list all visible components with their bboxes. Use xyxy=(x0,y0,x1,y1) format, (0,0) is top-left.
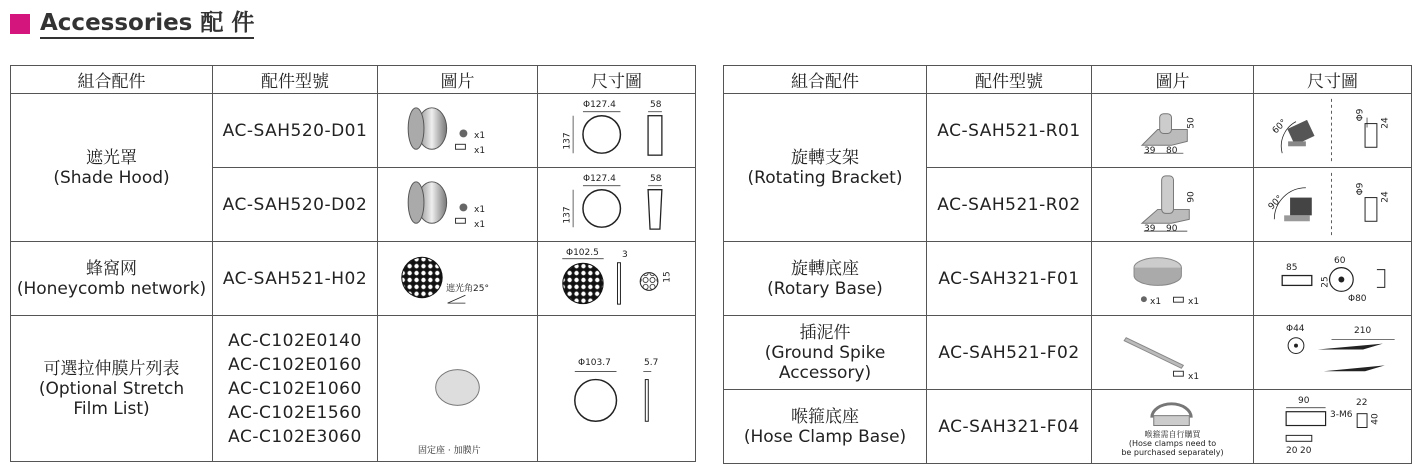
header-picture: 圖片 xyxy=(378,66,538,94)
model-cell: AC-SAH521-R02 xyxy=(927,168,1092,242)
model-item: AC-C102E1060 xyxy=(228,378,362,399)
width-label: 90 xyxy=(1298,396,1310,406)
header-dimension: 尺寸圖 xyxy=(1254,66,1412,94)
shade-hood-picture xyxy=(378,94,537,167)
accessory-name-en: (Shade Hood) xyxy=(53,167,170,188)
top-size-label: 60 xyxy=(1334,256,1346,266)
hose-clamp-note-en-2: be purchased separately) xyxy=(1121,448,1224,457)
section-header xyxy=(10,8,254,40)
accessory-name-en: (Rotating Bracket) xyxy=(747,167,903,188)
angle-label: 90° xyxy=(1266,193,1286,213)
film-note-label: 固定座 · 加膜片 xyxy=(418,446,481,456)
header-model: 配件型號 xyxy=(927,66,1092,94)
honeycomb-picture xyxy=(378,242,537,315)
quantity-label: x1 xyxy=(474,131,486,141)
quantity-label: x1 xyxy=(1188,372,1200,382)
thickness-label: 5.7 xyxy=(644,358,659,368)
height-label: 137 xyxy=(562,132,573,150)
accessory-name-cell xyxy=(724,390,927,464)
dimension-cell xyxy=(1254,94,1412,168)
accessory-name-cell xyxy=(724,316,927,390)
accessory-name-en-line1: (Ground Spike xyxy=(764,342,886,363)
picture-cell xyxy=(378,242,538,316)
spacing-label: 20 xyxy=(1300,446,1312,456)
height-label: 25 xyxy=(1320,276,1331,288)
stretch-film-dimension-drawing xyxy=(538,316,695,461)
accessory-name-cell xyxy=(11,316,213,462)
accessory-name-zh: 喉箍底座 xyxy=(791,406,859,427)
length-label: 80 xyxy=(1166,146,1178,156)
model-cell: AC-SAH520-D02 xyxy=(213,168,378,242)
quantity-label: x1 xyxy=(1188,297,1200,307)
accessory-name-cell xyxy=(724,94,927,242)
stretch-film-picture xyxy=(378,316,537,461)
table-row xyxy=(11,94,696,168)
model-item: AC-C102E0140 xyxy=(228,330,362,351)
picture-cell xyxy=(378,94,538,168)
height-label: 50 xyxy=(1186,117,1197,129)
model-cell: AC-SAH521-F02 xyxy=(927,316,1092,390)
section-marker xyxy=(10,14,30,34)
header-row xyxy=(724,66,1412,94)
height-label: 24 xyxy=(1380,191,1391,203)
cell-size-label: 15 xyxy=(662,271,673,283)
dimension-cell xyxy=(1254,168,1412,242)
dimension-cell xyxy=(538,316,696,462)
model-cell: AC-SAH520-D01 xyxy=(213,94,378,168)
diameter-label: Φ9 xyxy=(1355,108,1366,122)
accessory-name-zh: 插泥件 xyxy=(799,322,851,343)
width-label: 85 xyxy=(1286,263,1298,273)
hose-clamp-note xyxy=(1092,430,1253,457)
quantity-label: x1 xyxy=(474,146,486,156)
ground-spike-dimension-drawing xyxy=(1254,316,1411,389)
picture-cell xyxy=(1092,316,1254,390)
length-label: 90 xyxy=(1166,224,1178,234)
model-cell: AC-SAH321-F01 xyxy=(927,242,1092,316)
table-row xyxy=(724,316,1412,390)
header-picture: 圖片 xyxy=(1092,66,1254,94)
height-label: 24 xyxy=(1380,117,1391,129)
picture-cell xyxy=(1092,94,1254,168)
width-label: 39 xyxy=(1144,146,1156,156)
diameter-label: Φ80 xyxy=(1348,294,1367,304)
picture-cell xyxy=(1092,242,1254,316)
accessory-name-cell xyxy=(11,94,213,242)
shading-angle-label: 遮光角25° xyxy=(446,284,489,294)
picture-cell xyxy=(378,316,538,462)
height-label: 137 xyxy=(562,206,573,224)
accessory-name-zh: 蜂窩网 xyxy=(86,258,137,279)
picture-cell xyxy=(1092,168,1254,242)
table-row xyxy=(724,94,1412,168)
height-label: 90 xyxy=(1186,191,1197,203)
screw-label: 3-M6 xyxy=(1330,410,1353,420)
diameter-label: Φ127.4 xyxy=(583,100,616,110)
header-dimension: 尺寸圖 xyxy=(538,66,696,94)
hose-clamp-base-dimension-drawing xyxy=(1254,390,1411,463)
header-model: 配件型號 xyxy=(213,66,378,94)
dimension-cell xyxy=(1254,316,1412,390)
height-label: 22 xyxy=(1356,398,1368,408)
length-label: 210 xyxy=(1354,326,1372,336)
accessory-name-en: (Optional Stretch Film List) xyxy=(38,378,185,419)
diameter-label: Φ127.4 xyxy=(583,174,616,184)
table-row xyxy=(11,316,696,462)
accessory-name-zh: 可選拉伸膜片列表 xyxy=(43,358,180,379)
accessory-name-cell xyxy=(724,242,927,316)
accessory-name-zh: 旋轉底座 xyxy=(791,258,859,279)
model-cell: AC-SAH521-H02 xyxy=(213,242,378,316)
model-item: AC-C102E1560 xyxy=(228,402,362,423)
accessory-name-zh: 旋轉支架 xyxy=(791,147,859,168)
accessory-name-cell xyxy=(11,242,213,316)
diameter-label: Φ44 xyxy=(1286,324,1305,334)
header-combo: 組合配件 xyxy=(724,66,927,94)
left-accessories-table xyxy=(10,65,696,462)
dimension-cell xyxy=(538,94,696,168)
model-cell: AC-SAH521-R01 xyxy=(927,94,1092,168)
dimension-cell xyxy=(1254,242,1412,316)
section-title: Accessories 配 件 xyxy=(40,10,254,39)
header-combo: 組合配件 xyxy=(11,66,213,94)
width-label: 39 xyxy=(1144,224,1156,234)
model-cell: AC-SAH321-F04 xyxy=(927,390,1092,464)
quantity-label: x1 xyxy=(474,220,486,230)
dimension-cell xyxy=(538,168,696,242)
dimension-cell xyxy=(1254,390,1412,464)
thickness-label: 3 xyxy=(622,250,628,260)
hose-clamp-note-en-1: (Hose clamps need to xyxy=(1128,439,1217,448)
width-label: 58 xyxy=(650,174,662,184)
shade-hood-picture xyxy=(378,168,537,241)
rotary-base-dimension-drawing xyxy=(1254,242,1411,315)
table-row xyxy=(11,242,696,316)
quantity-label: x1 xyxy=(474,205,486,215)
table-row xyxy=(724,242,1412,316)
shade-hood-dimension-drawing xyxy=(538,168,695,241)
header-row xyxy=(11,66,696,94)
accessory-name-en-line2: Accessory) xyxy=(778,362,872,383)
accessory-name-en: (Hose Clamp Base) xyxy=(743,426,907,447)
ground-spike-picture xyxy=(1092,316,1253,389)
model-item: AC-C102E3060 xyxy=(228,426,362,447)
accessory-name-en: (Honeycomb network) xyxy=(16,278,207,299)
height2-label: 40 xyxy=(1370,413,1381,425)
shade-hood-dimension-drawing xyxy=(538,94,695,167)
diameter-label: Φ102.5 xyxy=(566,248,599,258)
width-label: 58 xyxy=(650,100,662,110)
rotary-base-picture xyxy=(1092,242,1253,315)
spacing-label: 20 xyxy=(1286,446,1298,456)
accessory-name-zh: 遮光罩 xyxy=(86,147,137,168)
accessory-name-en: (Rotary Base) xyxy=(767,278,883,299)
table-row xyxy=(724,390,1412,464)
right-accessories-table xyxy=(723,65,1412,464)
diameter-label: Φ103.7 xyxy=(578,358,611,368)
picture-cell xyxy=(1092,390,1254,464)
rotating-bracket-picture xyxy=(1092,94,1253,167)
hose-clamp-note-zh: 喉箍需自行購買 xyxy=(1144,430,1201,439)
diameter-label: Φ9 xyxy=(1355,182,1366,196)
angle-label: 60° xyxy=(1270,117,1290,137)
model-item: AC-C102E0160 xyxy=(228,354,362,375)
quantity-label: x1 xyxy=(1150,297,1162,307)
picture-cell xyxy=(378,168,538,242)
model-list-cell xyxy=(213,316,378,462)
dimension-cell xyxy=(538,242,696,316)
